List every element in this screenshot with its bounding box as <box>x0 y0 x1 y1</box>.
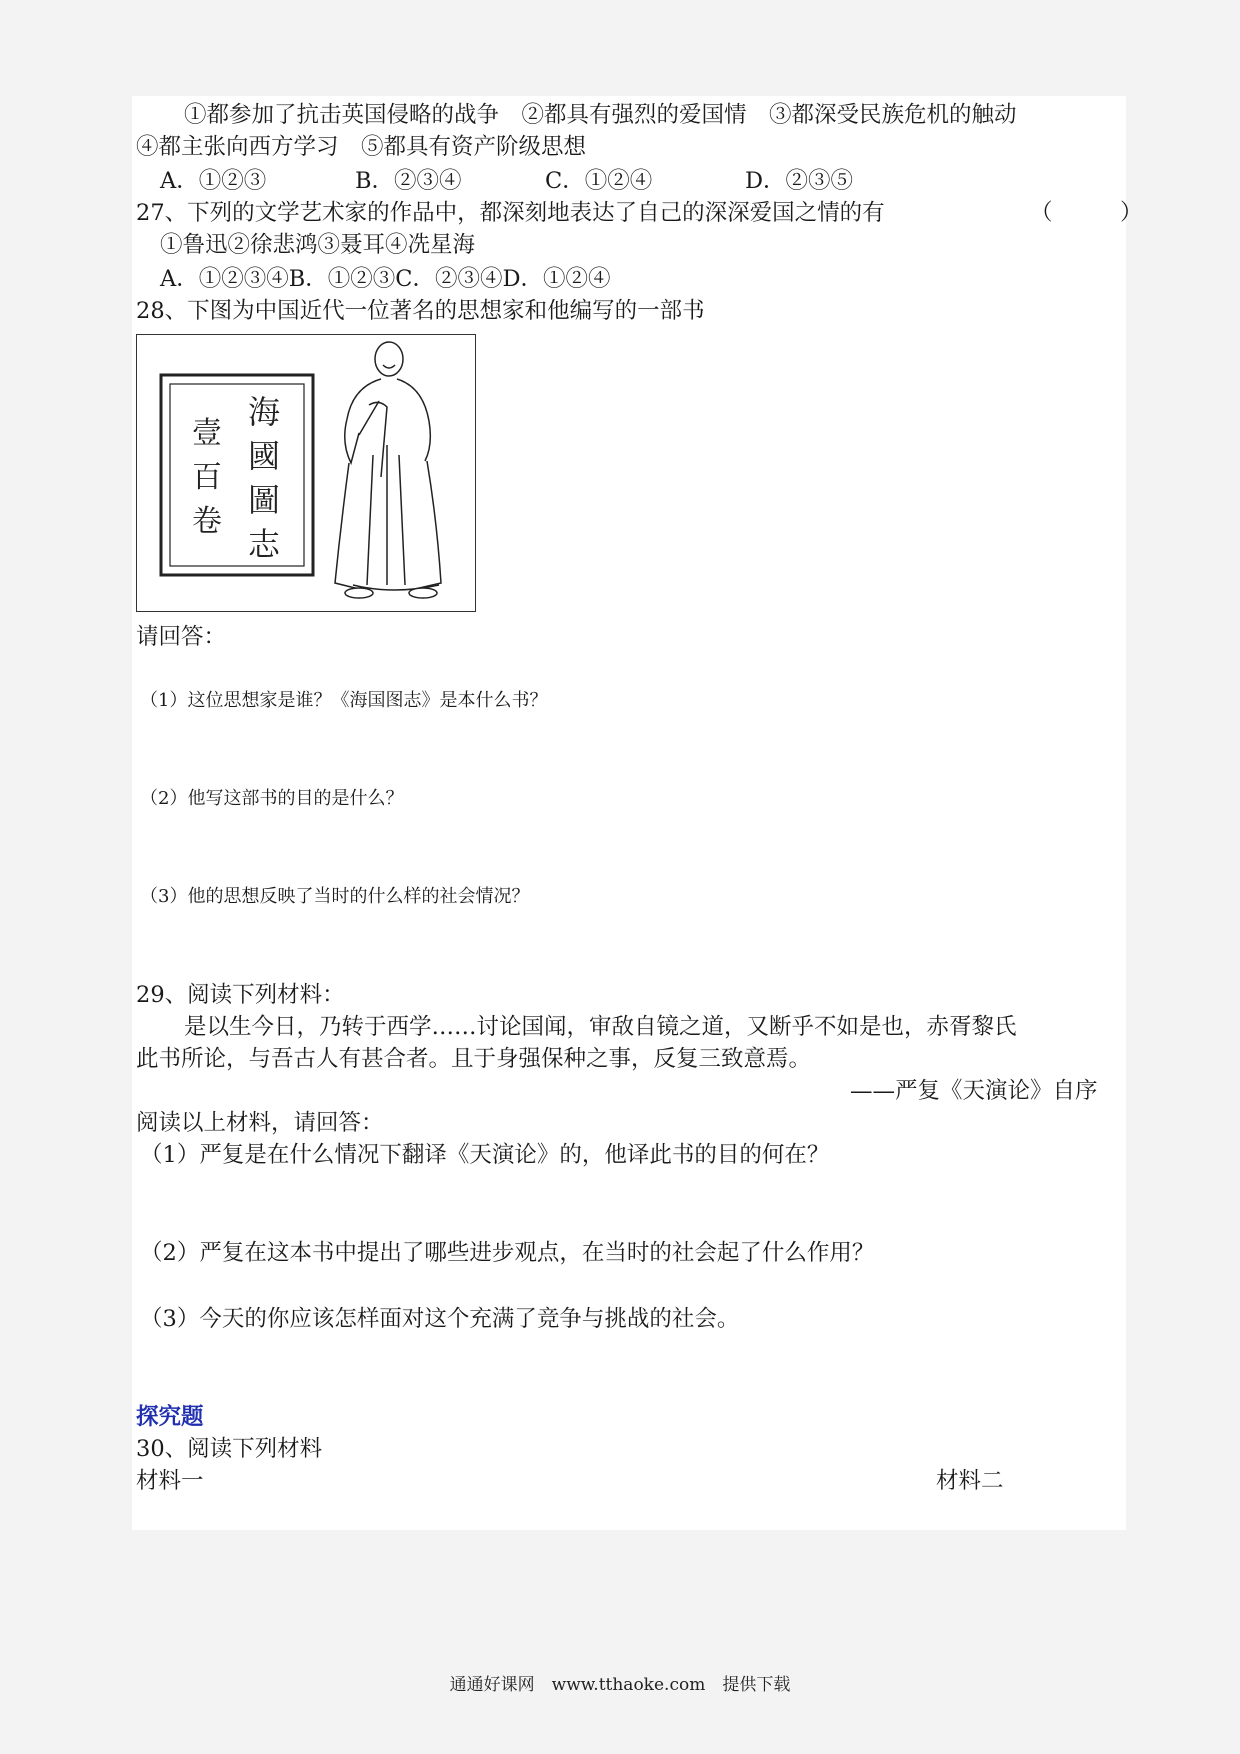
q28-prompt: 请回答： <box>136 624 227 650</box>
svg-text:圖: 圖 <box>247 481 281 519</box>
q29-sub2: （2）严复在这本书中提出了哪些进步观点，在当时的社会起了什么作用？ <box>140 1240 875 1266</box>
q26-choice-c: C．①②④ <box>545 168 653 194</box>
q26-options-line2: ④都主张向西方学习 ⑤都具有资产阶级思想 <box>136 134 587 160</box>
q28-sub1: （1）这位思想家是谁？《海国图志》是本什么书？ <box>140 690 548 711</box>
q27-stem: 27、下列的文学艺术家的作品中，都深刻地表达了自己的深深爱国之情的有 <box>136 200 885 226</box>
section-heading: 探究题 <box>136 1404 204 1430</box>
q26-choice-d: D．②③⑤ <box>745 168 854 194</box>
q26-choice-a: A．①②③ <box>160 168 267 194</box>
q29-quote-line1: 是以生今日，乃转于西学……讨论国闻，审敌自镜之道，又断乎不如是也，赤胥黎氏 <box>184 1014 1017 1040</box>
book-and-portrait-figure <box>136 334 476 612</box>
q29-sub1: （1）严复是在什么情况下翻译《天演论》的，他译此书的目的何在？ <box>140 1142 830 1168</box>
q29-prompt: 阅读以上材料，请回答： <box>136 1110 384 1136</box>
page-footer: 通通好课网 www.tthaoke.com 提供下载 <box>449 1675 791 1695</box>
q30-material2: 材料二 <box>936 1468 1004 1494</box>
q28-stem: 28、下图为中国近代一位著名的思想家和他编写的一部书 <box>136 298 705 324</box>
q28-sub3: （3）他的思想反映了当时的什么样的社会情况？ <box>140 886 530 907</box>
svg-text:國: 國 <box>247 437 281 475</box>
q28-sub2: （2）他写这部书的目的是什么？ <box>140 788 404 809</box>
q29-sub3: （3）今天的你应该怎样面对这个充满了竞争与挑战的社会。 <box>140 1306 740 1332</box>
book-cover <box>161 375 313 575</box>
svg-text:志: 志 <box>247 525 281 563</box>
svg-text:海: 海 <box>247 393 281 431</box>
svg-text:卷: 卷 <box>192 504 222 539</box>
q27-answer-paren: （ ） <box>1030 200 1143 226</box>
q30-stem: 30、阅读下列材料 <box>136 1436 323 1462</box>
svg-text:壹: 壹 <box>192 416 222 451</box>
thinker-portrait <box>335 342 441 598</box>
svg-text:百: 百 <box>192 460 222 495</box>
q29-source: ——严复《天演论》自序 <box>850 1078 1098 1104</box>
q27-names: ①鲁迅②徐悲鸿③聂耳④冼星海 <box>160 232 476 258</box>
q29-stem: 29、阅读下列材料： <box>136 982 345 1008</box>
q27-choices: A．①②③④B．①②③C．②③④D．①②④ <box>160 266 611 292</box>
q30-material1: 材料一 <box>136 1468 204 1494</box>
q26-options-line1: ①都参加了抗击英国侵略的战争 ②都具有强烈的爱国情 ③都深受民族危机的触动 <box>184 102 1017 128</box>
q29-quote-line2: 此书所论，与吾古人有甚合者。且于身强保种之事，反复三致意焉。 <box>136 1046 812 1072</box>
q26-choice-b: B．②③④ <box>355 168 462 194</box>
